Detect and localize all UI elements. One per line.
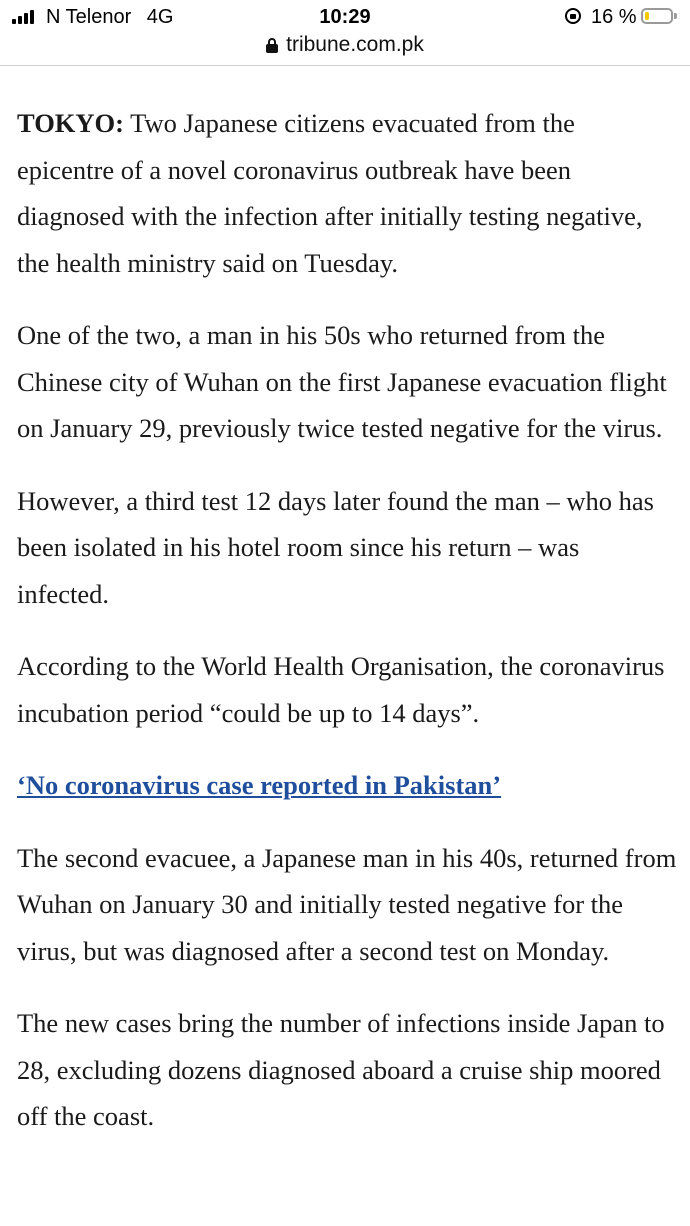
clock: 10:29 <box>319 6 371 28</box>
address-bar[interactable] <box>0 30 690 64</box>
dateline: TOKYO: <box>17 108 124 138</box>
paragraph-text: Two Japanese citizens evacuated from the epicentre of a novel coronavirus outbreak have been diagnosed with the infection after initially testing negative, the health ministry said on Tuesday. <box>17 108 643 278</box>
article-paragraph: However, a third test 12 days later found the man – who has been isolated in his hotel room since his return – was infected. <box>17 485 654 609</box>
status-bar <box>0 0 690 34</box>
battery-level <box>645 12 649 20</box>
toolbar-divider <box>0 65 690 66</box>
url-text: tribune.com.pk <box>286 33 424 56</box>
article-paragraph: One of the two, a man in his 50s who returned from the Chinese city of Wuhan on the first Japanese evacuation flight on January 29, previously twice tested negative for the virus. <box>17 320 667 443</box>
battery-percentage: 16 % <box>591 6 637 28</box>
network-type: 4G <box>146 6 174 28</box>
related-article-link[interactable]: ‘No coronavirus case reported in Pakistan’ <box>17 770 502 800</box>
article-paragraph: The second evacuee, a Japanese man in his 40s, returned from Wuhan on January 30 and initially tested negative for the virus, but was diagnosed after a second test on Monday. <box>17 842 677 966</box>
battery-tip <box>674 13 677 19</box>
related-link-paragraph <box>17 762 677 809</box>
lock-icon <box>266 38 278 53</box>
article-body <box>17 100 677 1166</box>
battery-icon <box>641 8 673 24</box>
rotation-lock-icon <box>565 8 581 24</box>
carrier-name: N Telenor <box>46 6 132 28</box>
article-paragraph: According to the World Health Organisation, the coronavirus incubation period “could be up to 14 days”. <box>17 651 665 728</box>
article-paragraph: The new cases bring the number of infections inside Japan to 28, excluding dozens diagnosed aboard a cruise ship moored off the coast. <box>17 1008 665 1131</box>
article-paragraph <box>17 100 677 286</box>
